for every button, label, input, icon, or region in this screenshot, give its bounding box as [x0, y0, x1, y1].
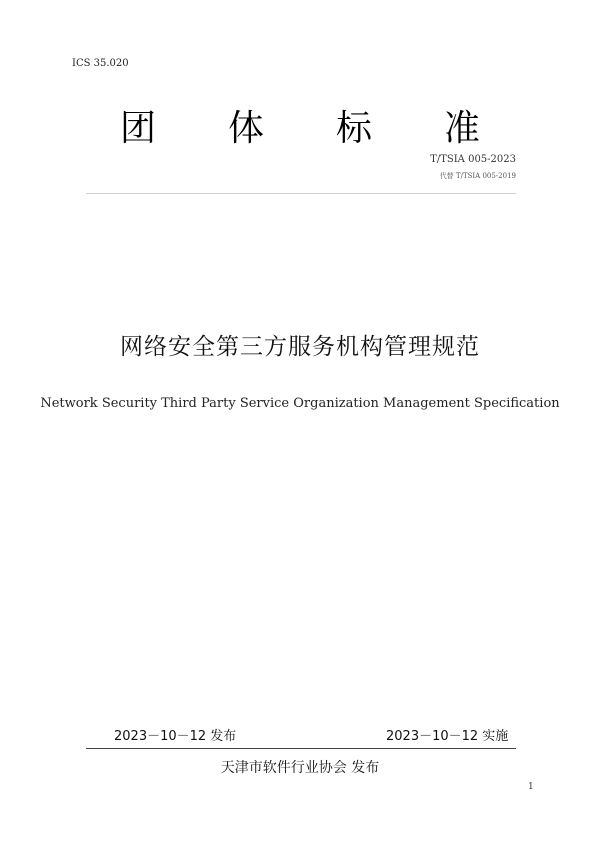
- title-char-2: 体: [227, 107, 264, 149]
- document-type-title: [0, 100, 600, 150]
- replaces-standard: 代替 T/TSIA 005-2019: [439, 172, 516, 180]
- title-char-4: 准: [444, 107, 481, 149]
- publisher: 天津市软件行业协会 发布: [220, 760, 380, 776]
- header-divider: [86, 193, 516, 194]
- publish-date: 2023－10－12 发布: [114, 729, 237, 744]
- footer-divider: [86, 748, 516, 749]
- page-number: 1: [528, 782, 534, 792]
- standard-title-cn: 网络安全第三方服务机构管理规范: [120, 334, 480, 360]
- standard-code: T/TSIA 005-2023: [430, 154, 516, 165]
- ics-code: ICS 35.020: [72, 58, 129, 69]
- standard-title-en: Network Security Third Party Service Organization Management Specification: [40, 396, 560, 411]
- title-char-1: 团: [119, 107, 156, 149]
- title-char-3: 标: [336, 107, 373, 149]
- implement-date: 2023－10－12 实施: [386, 729, 509, 744]
